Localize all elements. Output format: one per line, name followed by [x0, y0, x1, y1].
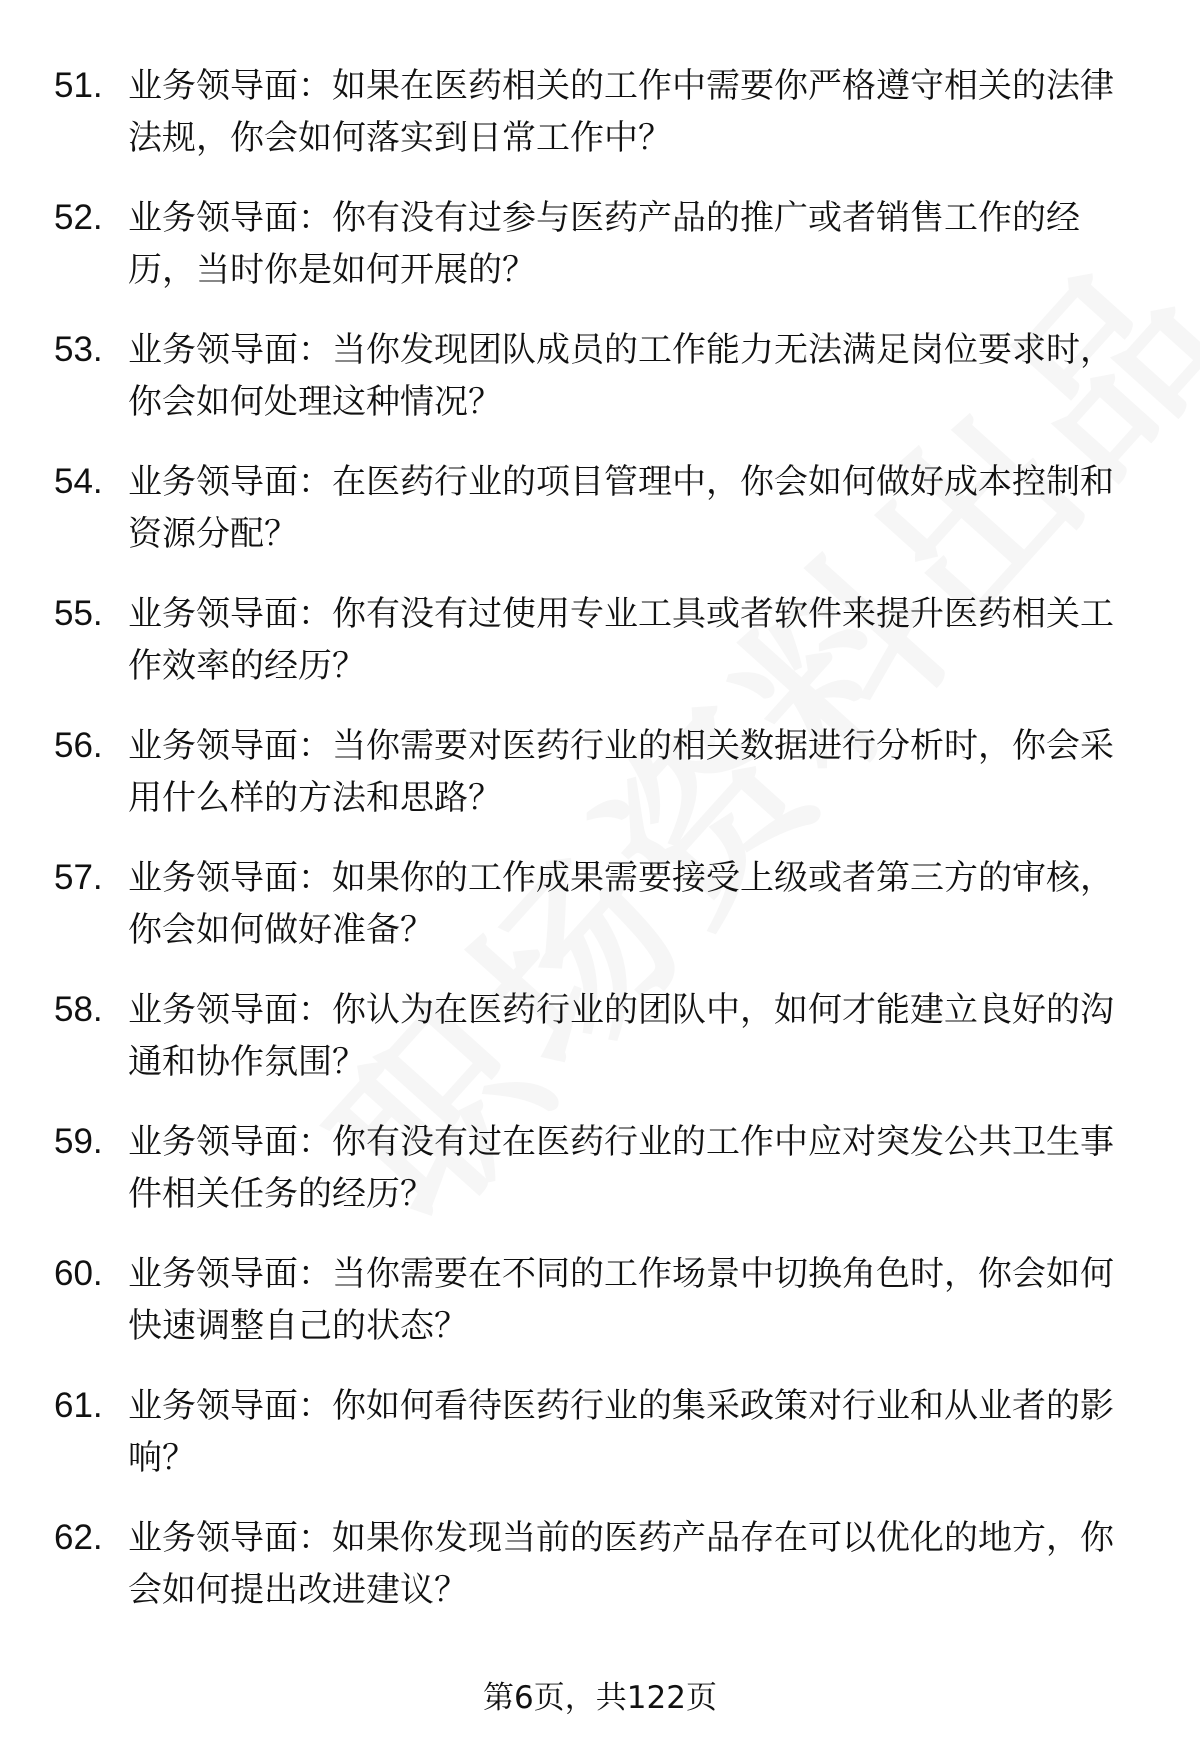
question-text: 业务领导面：当你发现团队成员的工作能力无法满足岗位要求时，你会如何处理这种情况？ — [128, 330, 1114, 422]
page-footer: 第6页，共122页 — [483, 1680, 717, 1716]
question-number: 53. — [54, 330, 103, 369]
question-number: 58. — [54, 990, 103, 1029]
list-item — [54, 852, 1144, 956]
question-text: 业务领导面：当你需要对医药行业的相关数据进行分析时，你会采用什么样的方法和思路？ — [128, 726, 1114, 818]
list-item — [54, 984, 1144, 1088]
question-number: 59. — [54, 1122, 103, 1161]
list-item — [54, 1248, 1144, 1352]
question-number: 52. — [54, 198, 103, 237]
question-number: 51. — [54, 66, 103, 105]
list-item — [54, 324, 1144, 428]
list-item — [54, 456, 1144, 560]
list-item — [54, 1116, 1144, 1220]
list-item — [54, 1512, 1144, 1616]
list-item — [54, 60, 1144, 164]
question-number: 57. — [54, 858, 103, 897]
question-text: 业务领导面：你有没有过在医药行业的工作中应对突发公共卫生事件相关任务的经历？ — [128, 1122, 1114, 1214]
question-text: 业务领导面：如果你发现当前的医药产品存在可以优化的地方，你会如何提出改进建议？ — [128, 1518, 1114, 1610]
question-text: 业务领导面：当你需要在不同的工作场景中切换角色时，你会如何快速调整自己的状态？ — [128, 1254, 1114, 1346]
question-text: 业务领导面：你认为在医药行业的团队中，如何才能建立良好的沟通和协作氛围？ — [128, 990, 1114, 1082]
question-text: 业务领导面：在医药行业的项目管理中，你会如何做好成本控制和资源分配？ — [128, 462, 1114, 554]
question-number: 62. — [54, 1518, 103, 1557]
question-text: 业务领导面：如果你的工作成果需要接受上级或者第三方的审核，你会如何做好准备？ — [128, 858, 1114, 950]
list-item — [54, 720, 1144, 824]
question-number: 56. — [54, 726, 103, 765]
list-item — [54, 588, 1144, 692]
question-text: 业务领导面：如果在医药相关的工作中需要你严格遵守相关的法律法规，你会如何落实到日常工作中？ — [128, 66, 1114, 158]
question-number: 54. — [54, 462, 103, 501]
question-text: 业务领导面：你有没有过使用专业工具或者软件来提升医药相关工作效率的经历？ — [128, 594, 1114, 686]
question-number: 61. — [54, 1386, 103, 1425]
question-number: 60. — [54, 1254, 103, 1293]
list-item — [54, 1380, 1144, 1484]
list-item — [54, 192, 1144, 296]
question-list — [54, 60, 1144, 1644]
question-text: 业务领导面：你如何看待医药行业的集采政策对行业和从业者的影响？ — [128, 1386, 1114, 1478]
question-text: 业务领导面：你有没有过参与医药产品的推广或者销售工作的经历，当时你是如何开展的？ — [128, 198, 1080, 290]
question-number: 55. — [54, 594, 103, 633]
